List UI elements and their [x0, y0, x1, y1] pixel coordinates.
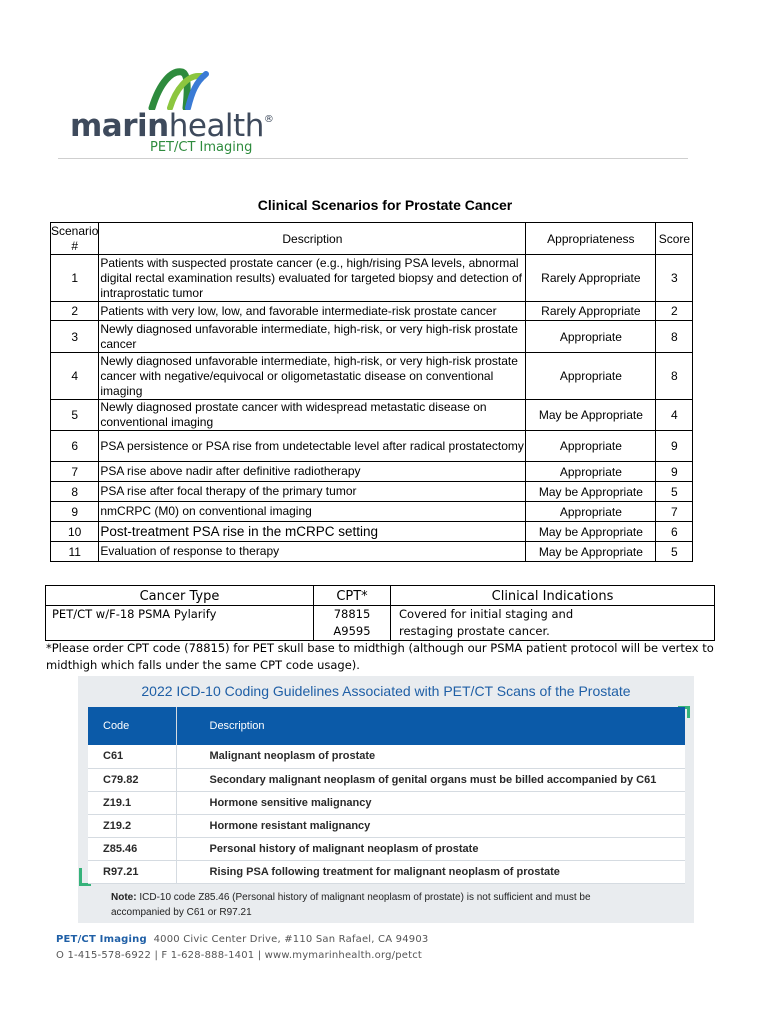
scenario-num: 11: [51, 542, 99, 562]
scenario-score: 5: [656, 482, 693, 502]
scenarios-header-row: [51, 223, 693, 255]
scenario-approp: Appropriate: [526, 462, 656, 482]
scenario-desc: nmCRPC (M0) on conventional imaging: [99, 502, 526, 522]
logo-mark-icon: [148, 68, 210, 110]
scenario-approp: Appropriate: [526, 502, 656, 522]
icd-code: R97.21: [88, 860, 176, 883]
cpt-table: [45, 585, 715, 641]
icd-note-text: ICD-10 code Z85.46 (Personal history of malignant neoplasm of prostate) is not sufficient and must be accompanied by C61 or R97.21: [111, 892, 591, 918]
cpt-codes: [314, 606, 391, 641]
col-cpt: CPT*: [314, 586, 391, 606]
scenario-num: 1: [51, 255, 99, 302]
icd-desc: Rising PSA following treatment for malignant neoplasm of prostate: [176, 860, 685, 883]
scenario-score: 8: [656, 353, 693, 400]
scenario-num: 4: [51, 353, 99, 400]
scenario-score: 7: [656, 502, 693, 522]
icd-code: Z19.1: [88, 791, 176, 814]
scenario-desc: Patients with suspected prostate cancer (e.g., high/rising PSA levels, abnormal digital rectal examination results) evaluated for targeted biopsy and detection of intraprostatic tumor: [99, 255, 526, 302]
scenarios-table: [50, 222, 693, 562]
scenario-row: [51, 400, 693, 431]
scenario-desc: Newly diagnosed unfavorable intermediate, high-risk, or very high-risk prostate cancer with negative/equivocal or oligometastatic disease on conventional imaging: [99, 353, 526, 400]
icd-header-row: [88, 707, 685, 745]
icd-desc: Secondary malignant neoplasm of genital organs must be billed accompanied by C61: [176, 768, 685, 791]
scenario-desc: Newly diagnosed prostate cancer with widespread metastatic disease on conventional imaging: [99, 400, 526, 431]
icd-code: Z19.2: [88, 814, 176, 837]
registered-mark: ®: [263, 114, 274, 125]
scenario-desc: Newly diagnosed unfavorable intermediate, high-risk, or very high-risk prostate cancer: [99, 321, 526, 353]
col-icd-description: Description: [176, 707, 685, 745]
icd-note-label: Note:: [111, 892, 137, 903]
icd-row: [88, 837, 685, 860]
scenario-desc: PSA rise after focal therapy of the primary tumor: [99, 482, 526, 502]
scenario-approp: Appropriate: [526, 431, 656, 462]
icd-table: [88, 707, 685, 884]
scenario-score: 2: [656, 302, 693, 321]
scenario-approp: May be Appropriate: [526, 482, 656, 502]
scenario-row: [51, 255, 693, 302]
cpt-row: [46, 606, 715, 641]
col-score: Score: [656, 223, 693, 255]
col-scenario-num: Scenario #: [51, 223, 99, 253]
icd-code: C79.82: [88, 768, 176, 791]
icd-desc: Hormone sensitive malignancy: [176, 791, 685, 814]
scenario-row: [51, 542, 693, 562]
clinical-indication: Covered for initial staging and restaging prostate cancer.: [391, 606, 715, 641]
icd-code: C61: [88, 745, 176, 768]
scenario-approp: Appropriate: [526, 321, 656, 353]
scenario-score: 9: [656, 462, 693, 482]
icd-desc: Malignant neoplasm of prostate: [176, 745, 685, 768]
footer-label: PET/CT Imaging: [56, 934, 147, 945]
scenario-score: 8: [656, 321, 693, 353]
col-code: Code: [88, 707, 176, 745]
icd-row: [88, 860, 685, 883]
scenario-row: [51, 482, 693, 502]
scenario-num: 6: [51, 431, 99, 462]
scenario-score: 9: [656, 431, 693, 462]
scenario-approp: Rarely Appropriate: [526, 302, 656, 321]
scenario-row: [51, 522, 693, 542]
footer-address-line: [56, 932, 428, 948]
cpt-header-row: [46, 586, 715, 606]
scenario-desc: Post-treatment PSA rise in the mCRPC setting: [99, 522, 526, 542]
cancer-type: PET/CT w/F-18 PSMA Pylarify: [46, 606, 314, 641]
icd-code: Z85.46: [88, 837, 176, 860]
cpt-footnote: *Please order CPT code (78815) for PET skull base to midthigh (although our PSMA patient protocol will be vertex to midthigh which falls under the same CPT code usage).: [46, 641, 714, 672]
col-description: Description: [99, 223, 526, 255]
cpt-code: 78815: [333, 607, 371, 621]
icd-row: [88, 745, 685, 768]
scenario-num: 9: [51, 502, 99, 522]
scenario-approp: May be Appropriate: [526, 522, 656, 542]
marinhealth-logo: [70, 68, 274, 158]
scenario-row: [51, 353, 693, 400]
header-divider: [58, 158, 688, 159]
scenario-approp: May be Appropriate: [526, 542, 656, 562]
scenario-approp: Appropriate: [526, 353, 656, 400]
brand-bold: marin: [70, 108, 169, 144]
brand-name: [70, 108, 273, 144]
scenario-row: [51, 302, 693, 321]
icd-desc: Personal history of malignant neoplasm of prostate: [176, 837, 685, 860]
footer-contact: O 1-415-578-6922 | F 1-628-888-1401 | www.mymarinhealth.org/petct: [56, 950, 423, 961]
scenario-score: 5: [656, 542, 693, 562]
scenario-score: 4: [656, 400, 693, 431]
scenario-num: 5: [51, 400, 99, 431]
scenario-desc: Patients with very low, low, and favorable intermediate-risk prostate cancer: [99, 302, 526, 321]
scenarios-title: Clinical Scenarios for Prostate Cancer: [257, 197, 513, 213]
col-cancer-type: Cancer Type: [46, 586, 314, 606]
scenario-approp: May be Appropriate: [526, 400, 656, 431]
icd-row: [88, 814, 685, 837]
brand-light: health: [168, 108, 264, 144]
scenario-row: [51, 502, 693, 522]
scenario-row: [51, 431, 693, 462]
scenario-row: [51, 462, 693, 482]
scenario-score: 6: [656, 522, 693, 542]
footer: [56, 932, 428, 964]
icd-row: [88, 791, 685, 814]
brand-subtitle: PET/CT Imaging: [150, 140, 253, 155]
icd-title: 2022 ICD-10 Coding Guidelines Associated with PET/CT Scans of the Prostate: [141, 683, 631, 699]
col-clinical-indications: Clinical Indications: [391, 586, 715, 606]
icd-note: [111, 890, 591, 920]
cpt-code: A9595: [333, 624, 371, 638]
icd-desc: Hormone resistant malignancy: [176, 814, 685, 837]
scenario-num: 8: [51, 482, 99, 502]
scenario-num: 2: [51, 302, 99, 321]
scenario-approp: Rarely Appropriate: [526, 255, 656, 302]
scenario-desc: PSA persistence or PSA rise from undetectable level after radical prostatectomy: [99, 431, 526, 462]
footer-address: 4000 Civic Center Drive, #110 San Rafael, CA 94903: [153, 934, 429, 945]
icd-row: [88, 768, 685, 791]
col-appropriateness: Appropriateness: [526, 223, 656, 255]
scenario-num: 3: [51, 321, 99, 353]
scenario-num: 7: [51, 462, 99, 482]
scenario-desc: Evaluation of response to therapy: [99, 542, 526, 562]
scenario-row: [51, 321, 693, 353]
scenario-num: 10: [51, 522, 99, 542]
scenario-desc: PSA rise above nadir after definitive radiotherapy: [99, 462, 526, 482]
scenario-score: 3: [656, 255, 693, 302]
